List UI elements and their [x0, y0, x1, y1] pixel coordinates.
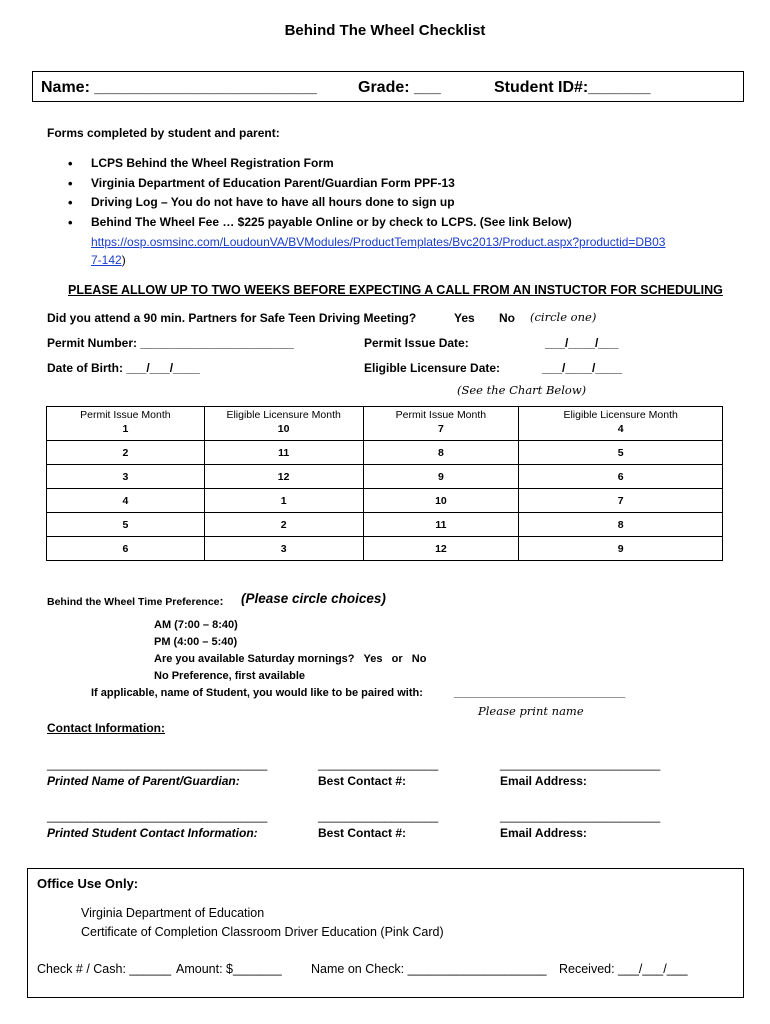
chart-cell: 7 — [363, 423, 519, 441]
chart-cell: 8 — [519, 513, 723, 537]
no-preference-option[interactable]: No Preference, first available — [154, 670, 306, 682]
link-close: ) — [121, 253, 126, 267]
table-row — [47, 489, 723, 513]
student-contact-label: Printed Student Contact Information: — [47, 826, 258, 840]
chart-cell: 5 — [47, 513, 205, 537]
registration-link[interactable] — [91, 233, 665, 251]
forms-list — [64, 154, 572, 232]
table-row — [47, 513, 723, 537]
pair-student-label: If applicable, name of Student, you would like to be paired with: — [91, 687, 423, 699]
chart-cell: 1 — [204, 489, 363, 513]
student-email-label: Email Address: — [500, 826, 587, 840]
office-line-1: Virginia Department of Education — [81, 906, 265, 920]
chart-cell: 3 — [204, 537, 363, 561]
chart-cell: 4 — [519, 423, 723, 441]
chart-cell: 10 — [363, 489, 519, 513]
time-preference-text: Behind the Wheel Time Preference — [47, 596, 220, 608]
chart-cell: 3 — [47, 465, 205, 489]
scheduling-notice: PLEASE ALLOW UP TO TWO WEEKS BEFORE EXPECTING A CALL FROM AN INSTUCTOR FOR SCHEDULING — [68, 283, 723, 297]
link-line-1[interactable]: https://osp.osmsinc.com/LoudounVA/BVModules/ProductTemplates/Bvc2013/Product.aspx?productid=DB03 — [91, 235, 666, 249]
chart-header: Permit Issue Month — [47, 407, 205, 424]
received-date-field[interactable]: Received: ___/___/___ — [559, 962, 688, 976]
chart-cell: 6 — [47, 537, 205, 561]
permit-number-field[interactable]: Permit Number: _______________________ — [47, 336, 294, 350]
eligible-licensure-field[interactable]: ___/____/____ — [542, 361, 623, 375]
check-cash-field[interactable]: Check # / Cash: ______ — [37, 962, 172, 976]
chart-cell: 11 — [204, 441, 363, 465]
am-option[interactable]: AM (7:00 – 8:40) — [154, 619, 238, 631]
link-line-2[interactable]: 7-142 — [91, 253, 122, 267]
parent-name-field[interactable]: _________________________________ — [47, 757, 268, 771]
chart-cell: 5 — [519, 441, 723, 465]
parent-contact-label: Best Contact #: — [318, 774, 407, 788]
date-of-birth-field[interactable]: Date of Birth: ___/___/____ — [47, 361, 200, 375]
list-item: • LCPS Behind the Wheel Registration Form — [64, 154, 572, 174]
registration-link-cont[interactable] — [91, 253, 126, 267]
chart-cell: 12 — [204, 465, 363, 489]
time-preference-label — [47, 594, 224, 608]
chart-header: Eligible Licensure Month — [204, 407, 363, 424]
student-contact-number-field[interactable]: __________________ — [318, 809, 439, 823]
chart-cell: 7 — [519, 489, 723, 513]
pair-student-field[interactable]: ____________________________ — [454, 687, 626, 699]
page-title: Behind The Wheel Checklist — [284, 22, 486, 39]
table-row — [47, 441, 723, 465]
student-contact-field[interactable]: _________________________________ — [47, 809, 268, 823]
chart-cell: 4 — [47, 489, 205, 513]
name-on-check-field[interactable]: Name on Check: ____________________ — [311, 962, 547, 976]
chart-cell: 9 — [519, 537, 723, 561]
circle-choices-note: (Please circle choices) — [241, 591, 386, 606]
chart-cell: 12 — [363, 537, 519, 561]
parent-email-label: Email Address: — [500, 774, 587, 788]
circle-one-note: (circle one) — [530, 310, 597, 324]
meeting-yes-option[interactable]: Yes — [454, 311, 475, 325]
parent-contact-field[interactable]: __________________ — [318, 757, 439, 771]
parent-name-label: Printed Name of Parent/Guardian: — [47, 774, 240, 788]
meeting-no-option[interactable]: No — [499, 311, 515, 325]
chart-cell: 6 — [519, 465, 723, 489]
permit-issue-date-field[interactable]: ___/____/___ — [545, 336, 619, 350]
print-name-note: Please print name — [478, 704, 584, 718]
office-heading: Office Use Only: — [37, 876, 139, 891]
student-email-field[interactable]: ________________________ — [500, 809, 661, 823]
chart-header: Permit Issue Month — [363, 407, 519, 424]
contact-heading: Contact Information: — [47, 721, 165, 735]
table-row — [47, 423, 723, 441]
list-item: • Virginia Department of Education Parent/Guardian Form PPF-13 — [64, 174, 572, 194]
chart-note: (See the Chart Below) — [457, 383, 587, 397]
licensure-chart — [46, 406, 723, 561]
amount-field[interactable]: Amount: $_______ — [176, 962, 282, 976]
pm-option[interactable]: PM (4:00 – 5:40) — [154, 636, 238, 648]
chart-cell: 1 — [47, 423, 205, 441]
chart-cell: 2 — [47, 441, 205, 465]
chart-cell: 2 — [204, 513, 363, 537]
list-item: • Behind The Wheel Fee … $225 payable Online or by check to LCPS. (See link Below) — [64, 213, 572, 233]
eligible-licensure-label: Eligible Licensure Date: — [364, 361, 501, 375]
parent-email-field[interactable]: ________________________ — [500, 757, 661, 771]
name-field[interactable]: Name: _________________________ — [41, 79, 317, 96]
chart-cell: 9 — [363, 465, 519, 489]
table-row — [47, 465, 723, 489]
forms-heading: Forms completed by student and parent: — [47, 126, 280, 140]
chart-header: Eligible Licensure Month — [519, 407, 723, 424]
chart-cell: 8 — [363, 441, 519, 465]
student-id-field[interactable]: Student ID#:_______ — [494, 79, 651, 96]
table-row — [47, 537, 723, 561]
permit-issue-date-label: Permit Issue Date: — [364, 336, 469, 350]
saturday-question[interactable]: Are you available Saturday mornings? Yes or No — [154, 653, 427, 665]
student-contact-number-label: Best Contact #: — [318, 826, 407, 840]
chart-cell: 11 — [363, 513, 519, 537]
list-item: • Driving Log – You do not have to have all hours done to sign up — [64, 193, 572, 213]
time-preference-colon: : — [219, 594, 224, 608]
meeting-question: Did you attend a 90 min. Partners for Safe Teen Driving Meeting? — [47, 311, 417, 325]
chart-cell: 10 — [204, 423, 363, 441]
office-line-2: Certificate of Completion Classroom Driver Education (Pink Card) — [81, 925, 444, 939]
grade-field[interactable]: Grade: ___ — [358, 79, 441, 96]
